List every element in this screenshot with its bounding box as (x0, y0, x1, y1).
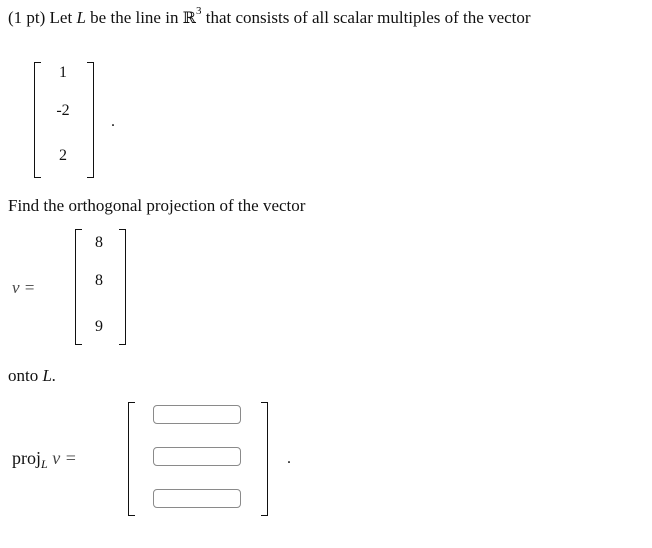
right-bracket (261, 402, 268, 516)
v-label: v = (12, 278, 36, 297)
line-symbol: L (76, 8, 86, 27)
v-entry-2: 8 (95, 272, 103, 289)
projection-label (12, 448, 77, 470)
proj-suffix: v = (52, 448, 77, 468)
direction-entry-3: 2 (59, 147, 67, 164)
period-1: . (111, 113, 115, 130)
space-dimension: 3 (196, 5, 202, 18)
intro-end-text: that consists of all scalar multiples of the vector (205, 8, 531, 27)
left-bracket (34, 62, 41, 178)
v-entry-3: 9 (95, 318, 103, 335)
left-bracket (128, 402, 135, 516)
proj-prefix: proj (12, 448, 41, 468)
period-2: . (287, 450, 291, 467)
instruction-text: Find the orthogonal projection of the vector (8, 196, 306, 215)
answer-input-3[interactable] (153, 489, 241, 508)
points-label: (1 pt) (8, 8, 46, 27)
direction-entry-2: -2 (56, 102, 70, 119)
right-bracket (87, 62, 94, 178)
onto-line (8, 366, 56, 386)
let-text: Let (49, 8, 73, 27)
onto-text: onto (8, 366, 39, 385)
right-bracket (119, 229, 126, 345)
direction-entry-1: 1 (59, 64, 67, 81)
real-space-symbol: ℝ (182, 8, 196, 27)
intro-mid-text: be the line in (90, 8, 179, 27)
answer-input-1[interactable] (153, 405, 241, 424)
proj-subscript: L (41, 457, 48, 471)
onto-symbol: L. (42, 366, 57, 385)
problem-statement (8, 5, 531, 28)
left-bracket (75, 229, 82, 345)
v-entry-1: 8 (95, 234, 103, 251)
answer-input-2[interactable] (153, 447, 241, 466)
